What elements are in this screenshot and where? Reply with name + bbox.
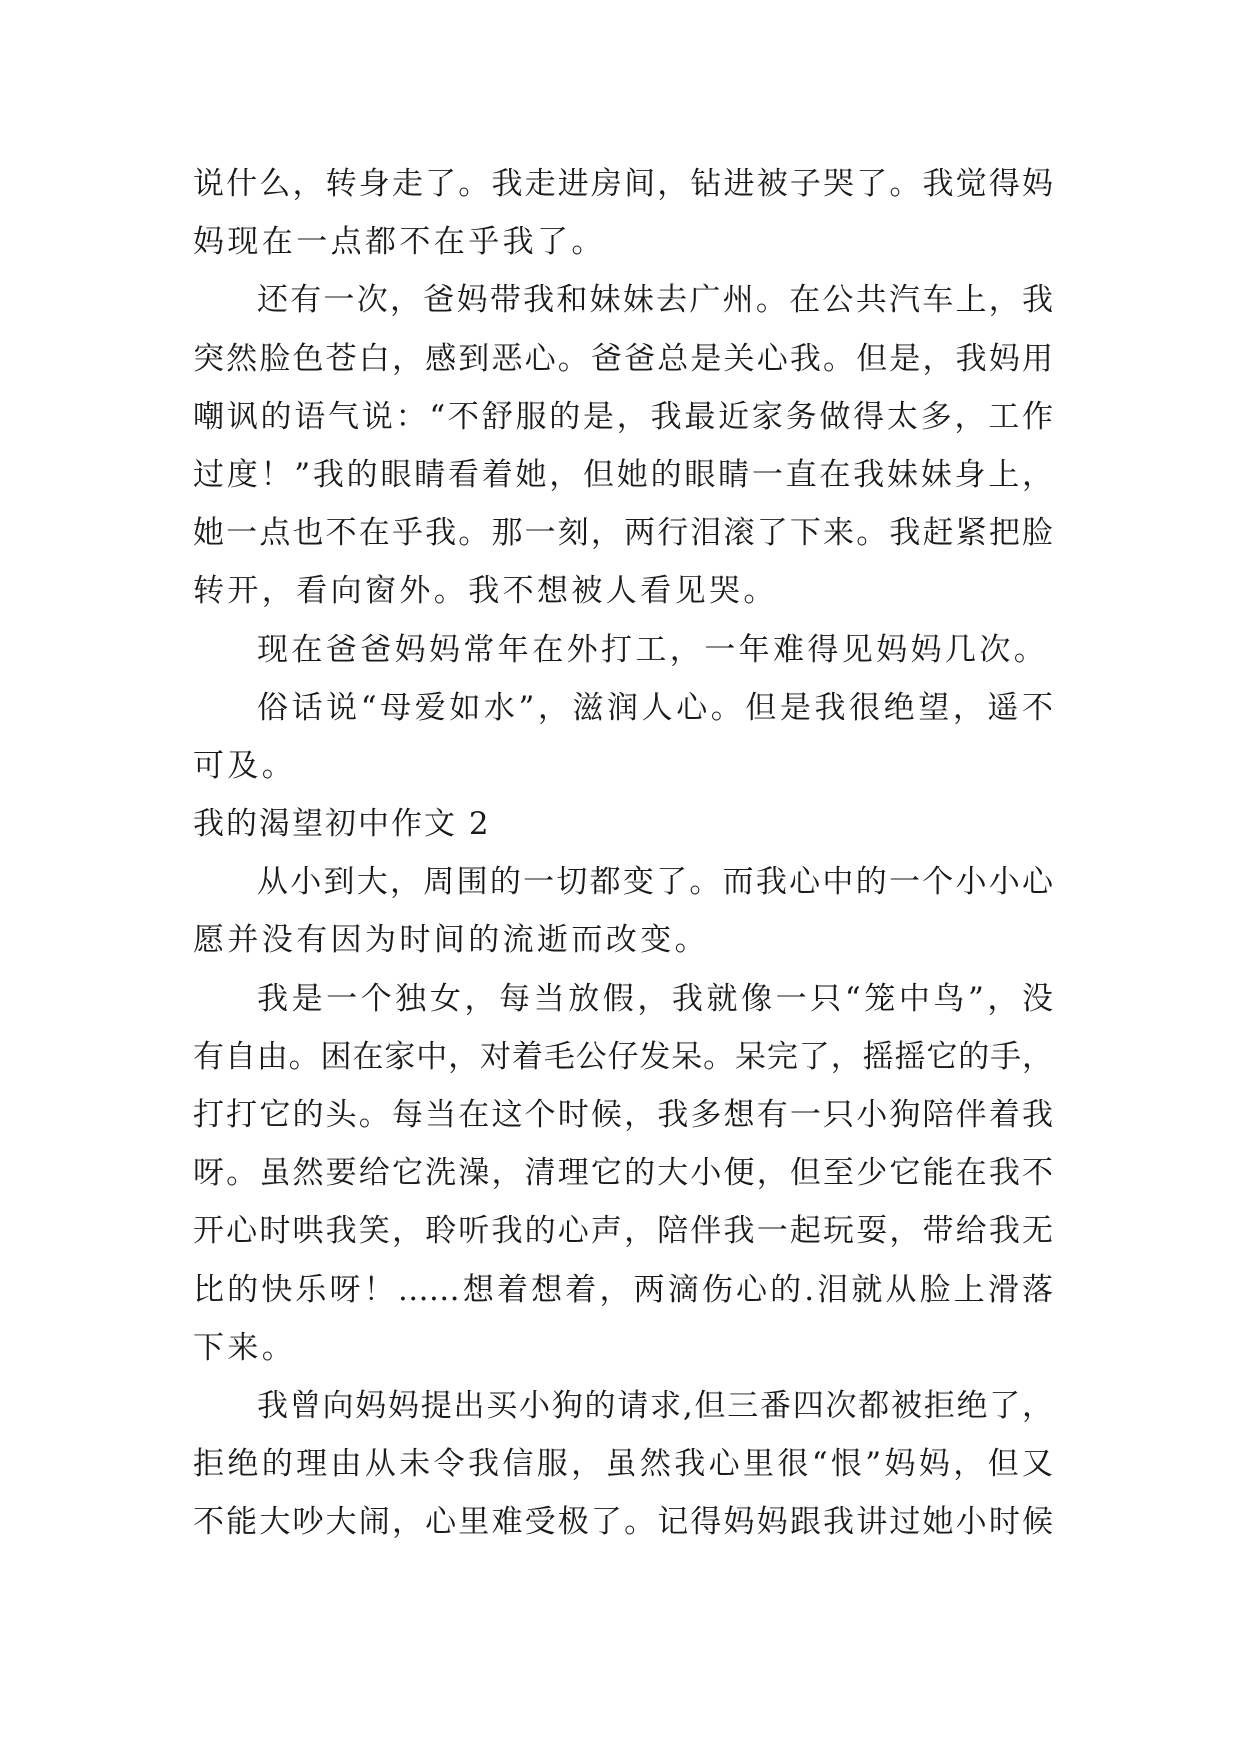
text-line: 可及。 (193, 747, 297, 784)
paragraph-start-line: 我是一个独女，每当放假，我就像一只“笼中鸟”，没 (257, 980, 1053, 1017)
paragraph-start-line: 我曾向妈妈提出买小狗的请求,但三番四次都被拒绝了， (257, 1387, 1053, 1424)
text-line: 下来。 (193, 1329, 297, 1366)
text-line: 有自由。困在家中，对着毛公仔发呆。呆完了，摇摇它的手， (193, 1038, 1053, 1075)
paragraph-start-line: 俗话说“母爱如水”，滋润人心。但是我很绝望，遥不 (257, 689, 1053, 726)
paragraph-start-line: 现在爸爸妈妈常年在外打工，一年难得见妈妈几次。 (257, 631, 1049, 668)
text-line: 不能大吵大闹，心里难受极了。记得妈妈跟我讲过她小时候 (193, 1504, 1053, 1541)
text-line: 呀。虽然要给它洗澡，清理它的大小便，但至少它能在我不 (193, 1155, 1053, 1192)
text-line: 说什么，转身走了。我走进房间，钻进被子哭了。我觉得妈 (193, 166, 1053, 202)
paragraph-start-line: 从小到大，周围的一切都变了。而我心中的一个小小心 (257, 864, 1053, 901)
document-page (193, 155, 1053, 1552)
text-line: 突然脸色苍白，感到恶心。爸爸总是关心我。但是，我妈用 (193, 340, 1053, 377)
text-line: 她一点也不在乎我。那一刻，两行泪滚了下来。我赶紧把脸 (193, 515, 1053, 552)
paragraph-start-line: 还有一次，爸妈带我和妹妹去广州。在公共汽车上，我 (257, 282, 1053, 319)
text-line: 比的快乐呀！……想着想着，两滴伤心的.泪就从脸上滑落 (193, 1271, 1053, 1308)
text-line: 打打它的头。每当在这个时候，我多想有一只小狗陪伴着我 (193, 1097, 1053, 1133)
text-line: 过度！”我的眼睛看着她，但她的眼睛一直在我妹妹身上， (193, 456, 1053, 493)
text-line: 愿并没有因为时间的流逝而改变。 (193, 922, 709, 959)
text-line: 拒绝的理由从未令我信服，虽然我心里很“恨”妈妈，但又 (193, 1446, 1053, 1483)
section-heading: 我的渴望初中作文 2 (193, 806, 491, 843)
text-line: 嘲讽的语气说：“不舒服的是，我最近家务做得太多，工作 (193, 398, 1053, 435)
text-line: 妈现在一点都不在乎我了。 (193, 224, 606, 261)
text-line: 转开，看向窗外。我不想被人看见哭。 (193, 573, 778, 610)
text-line: 开心时哄我笑，聆听我的心声，陪伴我一起玩耍，带给我无 (193, 1213, 1053, 1250)
